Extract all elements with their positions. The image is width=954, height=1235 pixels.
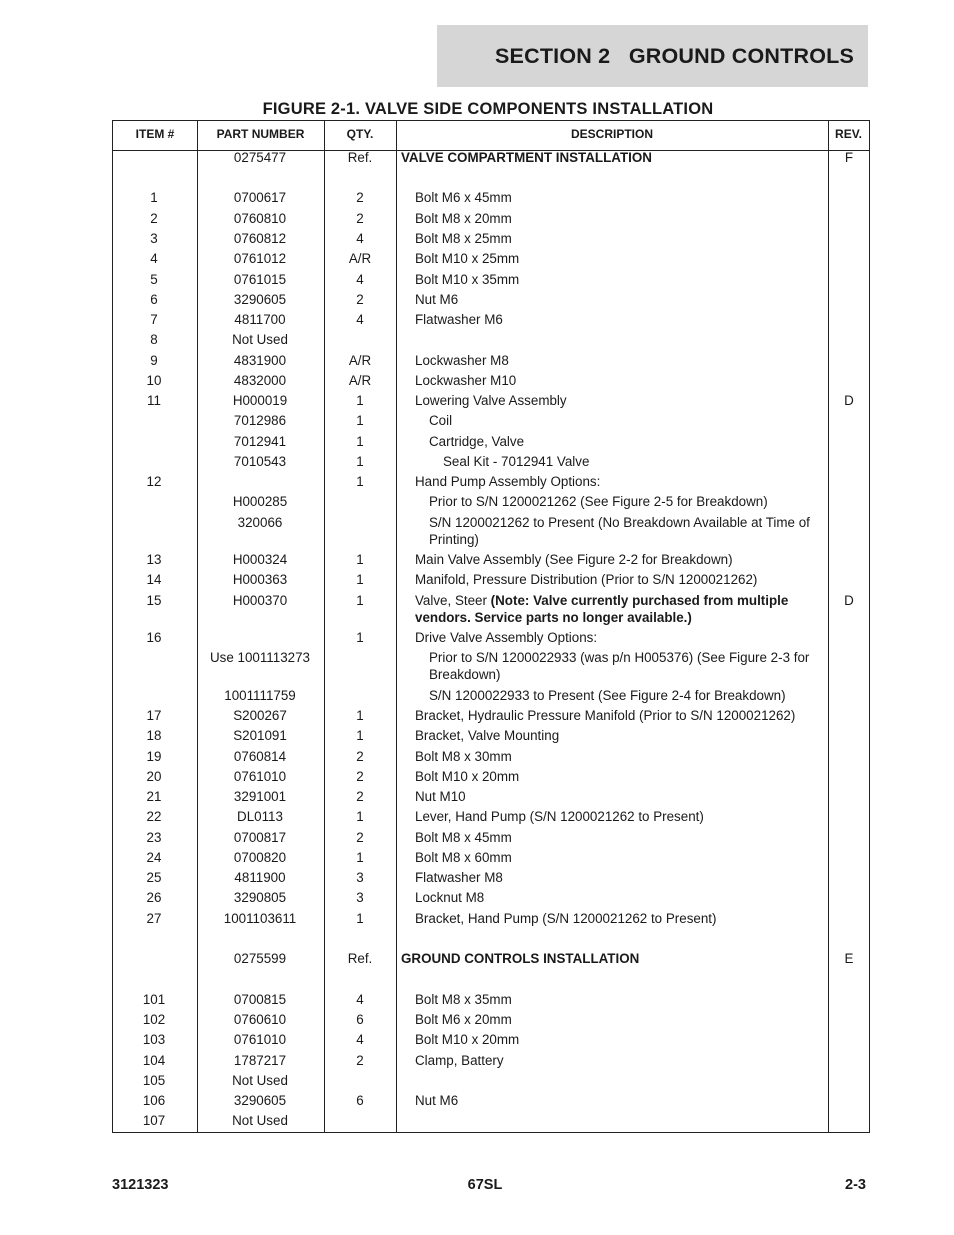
header-qty: QTY. [346,127,374,141]
item-number-cell: 17 [146,708,162,723]
table-row [113,1112,869,1130]
description-text: Drive Valve Assembly Options: [415,630,598,645]
part-number-cell: 7012986 [233,413,287,428]
description-cell [401,473,826,490]
description-text: Bracket, Hydraulic Pressure Manifold (Prior to S/N 1200021262) [415,708,796,723]
description-text: Coil [429,413,453,428]
item-number-cell: 21 [146,789,162,804]
description-text: Main Valve Assembly (See Figure 2-2 for Breakdown) [415,552,733,567]
part-number-cell: 0700820 [233,850,287,865]
description-cell [401,808,826,825]
description-cell [401,1052,826,1069]
item-number-cell: 8 [150,332,158,347]
table-row [113,1031,869,1049]
qty-cell: 4 [356,312,364,327]
description-cell [401,352,826,369]
item-number-cell: 106 [142,1093,166,1108]
description-cell [401,372,826,389]
table-row [113,149,869,167]
description-cell [401,291,826,308]
qty-cell: 2 [356,211,364,226]
description-text: Bracket, Valve Mounting [415,728,560,743]
part-number-cell: H000285 [232,494,288,509]
description-cell [401,629,826,646]
qty-cell: 6 [356,1012,364,1027]
part-number-cell: 0761010 [233,1032,287,1047]
table-row [113,869,869,887]
description-text: Prior to S/N 1200022933 (was p/n H005376) (See Figure 2-3 for Breakdown) [429,650,814,682]
description-cell [401,149,826,166]
description-cell [401,433,826,450]
footer-page-number: 2-3 [845,1177,866,1193]
part-number-cell: 1787217 [233,1053,287,1068]
part-number-cell: 0275477 [233,150,287,165]
description-cell [401,1092,826,1109]
item-number-cell: 10 [146,373,162,388]
qty-cell: Ref. [347,951,373,966]
table-row [113,271,869,289]
qty-cell: 4 [356,231,364,246]
table-row [113,210,869,228]
qty-cell: 4 [356,992,364,1007]
rev-cell: E [844,951,854,966]
table-row [113,392,869,410]
description-text: (Note: Valve currently purchased from multiple vendors. Service parts no longer available.) [415,593,793,625]
qty-cell: 1 [356,572,364,587]
item-number-cell: 27 [146,911,162,926]
part-number-cell: 0760610 [233,1012,287,1027]
item-number-cell: 103 [142,1032,166,1047]
description-text: Lowering Valve Assembly [415,393,567,408]
description-text: Bolt M8 x 60mm [415,850,512,865]
rev-cell: D [844,393,854,408]
qty-cell: 2 [356,1053,364,1068]
header-part-number: PART NUMBER [216,127,305,141]
table-row [113,453,869,471]
description-text: Bolt M10 x 35mm [415,272,520,287]
table-row [113,189,869,207]
qty-cell: 1 [356,809,364,824]
description-text: Valve, Steer [415,593,491,608]
description-cell [401,950,826,967]
table-row [113,311,869,329]
part-number-cell: 320066 [237,515,283,530]
item-number-cell: 1 [150,190,158,205]
item-number-cell: 2 [150,211,158,226]
description-text: Flatwasher M6 [415,312,503,327]
description-cell [401,768,826,785]
item-number-cell: 23 [146,830,162,845]
description-cell [401,453,826,470]
qty-cell: 2 [356,190,364,205]
description-text: GROUND CONTROLS INSTALLATION [401,951,640,966]
description-cell [401,991,826,1008]
description-text: Bolt M8 x 30mm [415,749,512,764]
table-row [113,788,869,806]
description-cell [401,829,826,846]
description-text: Bolt M10 x 25mm [415,251,520,266]
table-row [113,571,869,589]
item-number-cell: 20 [146,769,162,784]
description-text: Clamp, Battery [415,1053,504,1068]
description-text: Bolt M6 x 20mm [415,1012,512,1027]
part-number-cell: 1001103611 [223,911,297,926]
part-number-cell: 0761010 [233,769,287,784]
item-number-cell: 7 [150,312,158,327]
description-text: Bolt M6 x 45mm [415,190,512,205]
qty-cell: 4 [356,1032,364,1047]
qty-cell: 2 [356,789,364,804]
item-number-cell: 19 [146,749,162,764]
parts-table [112,120,870,1133]
part-number-cell: 0700817 [233,830,287,845]
table-row [113,1011,869,1029]
description-text: Flatwasher M8 [415,870,503,885]
description-text: Nut M6 [415,1093,459,1108]
qty-cell: 1 [356,552,364,567]
description-text: Bolt M8 x 45mm [415,830,512,845]
part-number-cell: Not Used [232,1113,288,1128]
qty-cell: A/R [348,353,372,368]
qty-cell: 1 [356,708,364,723]
table-row [113,707,869,725]
item-number-cell: 6 [150,292,158,307]
table-row [113,551,869,569]
description-text: Bolt M8 x 35mm [415,992,512,1007]
description-text: Lockwasher M10 [415,373,517,388]
table-row [113,1092,869,1110]
qty-cell: A/R [348,373,372,388]
figure-title: FIGURE 2-1. VALVE SIDE COMPONENTS INSTALLATION [262,100,714,118]
description-cell [401,649,826,683]
table-row [113,514,869,550]
description-text: Seal Kit - 7012941 Valve [443,454,590,469]
table-row [113,372,869,390]
item-number-cell: 5 [150,272,158,287]
part-number-cell: 7010543 [233,454,287,469]
part-number-cell: H000324 [232,552,288,567]
part-number-cell: 7012941 [233,434,287,449]
part-number-cell: S201091 [233,728,287,743]
description-text: Manifold, Pressure Distribution (Prior to S/N 1200021262) [415,572,758,587]
description-cell [401,1031,826,1048]
table-row [113,592,869,628]
qty-cell: 4 [356,272,364,287]
description-cell [401,571,826,588]
item-number-cell: 102 [142,1012,166,1027]
description-cell [401,889,826,906]
qty-cell: 2 [356,292,364,307]
item-number-cell: 11 [147,393,161,408]
part-number-cell: 3290805 [233,890,287,905]
item-number-cell: 105 [142,1073,166,1088]
item-number-cell: 4 [150,251,158,266]
table-row [113,412,869,430]
description-text: Hand Pump Assembly Options: [415,474,601,489]
table-row [113,950,869,968]
description-cell [401,592,826,626]
qty-cell: 1 [356,593,364,608]
description-cell [401,727,826,744]
part-number-cell: 0760810 [233,211,287,226]
part-number-cell: 4831900 [233,353,287,368]
part-number-cell: 0700815 [233,992,287,1007]
item-number-cell: 107 [142,1113,166,1128]
description-text: Nut M6 [415,292,459,307]
item-number-cell: 25 [146,870,162,885]
description-cell [401,493,826,510]
header-description: DESCRIPTION [570,127,653,141]
table-row [113,331,869,349]
description-text: Bolt M10 x 20mm [415,769,520,784]
table-row [113,433,869,451]
description-text: Prior to S/N 1200021262 (See Figure 2-5 for Breakdown) [429,494,768,509]
part-number-cell: 0760812 [233,231,287,246]
description-text: Locknut M8 [415,890,485,905]
table-row [113,991,869,1009]
part-number-cell: 0700617 [233,190,287,205]
description-text: Nut M10 [415,789,466,804]
item-number-cell: 13 [146,552,162,567]
table-row [113,629,869,647]
qty-cell: 2 [356,769,364,784]
description-cell [401,514,826,548]
description-cell [401,250,826,267]
item-number-cell: 9 [150,353,158,368]
table-row [113,649,869,685]
table-row [113,768,869,786]
part-number-cell: 4832000 [233,373,287,388]
item-number-cell: 18 [146,728,162,743]
qty-cell: 1 [356,911,364,926]
description-cell [401,189,826,206]
description-cell [401,311,826,328]
qty-cell: 2 [356,830,364,845]
footer-doc-number: 3121323 [112,1177,169,1193]
qty-cell: 1 [356,474,364,489]
part-number-cell: 3290605 [233,1093,287,1108]
part-number-cell: 0761015 [233,272,287,287]
description-cell [401,210,826,227]
description-text: Bolt M8 x 25mm [415,231,512,246]
rev-cell: D [844,593,854,608]
description-cell [401,687,826,704]
qty-cell: 2 [356,749,364,764]
description-text: Bolt M10 x 20mm [415,1032,520,1047]
item-number-cell: 104 [142,1053,166,1068]
description-text: Cartridge, Valve [429,434,525,449]
part-number-cell: S200267 [233,708,287,723]
table-row [113,291,869,309]
description-cell [401,748,826,765]
qty-cell: Ref. [347,150,373,165]
part-number-cell: H000019 [232,393,288,408]
part-number-cell: Not Used [232,332,288,347]
qty-cell: 1 [356,630,364,645]
part-number-cell: 0760814 [233,749,287,764]
description-text: S/N 1200022933 to Present (See Figure 2-4 for Breakdown) [429,688,786,703]
table-row [113,808,869,826]
description-cell [401,392,826,409]
qty-cell: 1 [356,454,364,469]
item-number-cell: 16 [146,630,162,645]
qty-cell: 1 [356,728,364,743]
table-row [113,829,869,847]
table-row [113,727,869,745]
table-row [113,1072,869,1090]
table-row [113,473,869,491]
table-row [113,849,869,867]
part-number-cell: 0275599 [233,951,287,966]
section-title: SECTION 2 GROUND CONTROLS [495,43,854,68]
description-text: Bolt M8 x 20mm [415,211,512,226]
part-number-cell: 4811900 [234,870,286,885]
description-text: Bracket, Hand Pump (S/N 1200021262 to Present) [415,911,717,926]
part-number-cell: 4811700 [234,312,286,327]
qty-cell: A/R [348,251,372,266]
part-number-cell: 3291001 [233,789,287,804]
description-cell [401,910,826,927]
table-row [113,230,869,248]
part-number-cell: DL0113 [237,809,283,824]
table-row [113,250,869,268]
table-row [113,748,869,766]
qty-cell: 1 [356,434,364,449]
part-number-cell: 1001111759 [224,688,296,703]
item-number-cell: 12 [146,474,162,489]
table-row [113,889,869,907]
description-cell [401,707,826,724]
description-cell [401,230,826,247]
header-rev: REV. [835,127,862,141]
qty-cell: 1 [356,393,364,408]
section-header-bar [437,25,868,87]
description-text: S/N 1200021262 to Present (No Breakdown Available at Time of Printing) [429,515,814,547]
part-number-cell: Use 1001113273 [209,650,311,665]
description-cell [401,412,826,429]
description-text: Lockwasher M8 [415,353,509,368]
item-number-cell: 22 [146,809,162,824]
item-number-cell: 101 [142,992,166,1007]
part-number-cell: Not Used [232,1073,288,1088]
description-text: VALVE COMPARTMENT INSTALLATION [401,150,652,165]
table-row [113,687,869,705]
table-row [113,352,869,370]
description-cell [401,788,826,805]
description-cell [401,1011,826,1028]
table-row [113,1052,869,1070]
item-number-cell: 26 [146,890,162,905]
qty-cell: 3 [356,870,364,885]
footer-model: 67SL [467,1177,503,1193]
description-cell [401,869,826,886]
qty-cell: 1 [356,413,364,428]
table-row [113,910,869,928]
part-number-cell: 3290605 [233,292,287,307]
item-number-cell: 24 [146,850,162,865]
qty-cell: 3 [356,890,364,905]
qty-cell: 6 [356,1093,364,1108]
part-number-cell: H000370 [232,593,288,608]
description-cell [401,551,826,568]
header-item: ITEM # [135,127,175,141]
qty-cell: 1 [356,850,364,865]
rev-cell: F [844,150,854,165]
description-text: Lever, Hand Pump (S/N 1200021262 to Present) [415,809,704,824]
part-number-cell: H000363 [232,572,288,587]
item-number-cell: 15 [146,593,162,608]
description-cell [401,849,826,866]
table-row [113,493,869,511]
description-cell [401,271,826,288]
item-number-cell: 14 [146,572,162,587]
part-number-cell: 0761012 [233,251,287,266]
item-number-cell: 3 [150,231,158,246]
